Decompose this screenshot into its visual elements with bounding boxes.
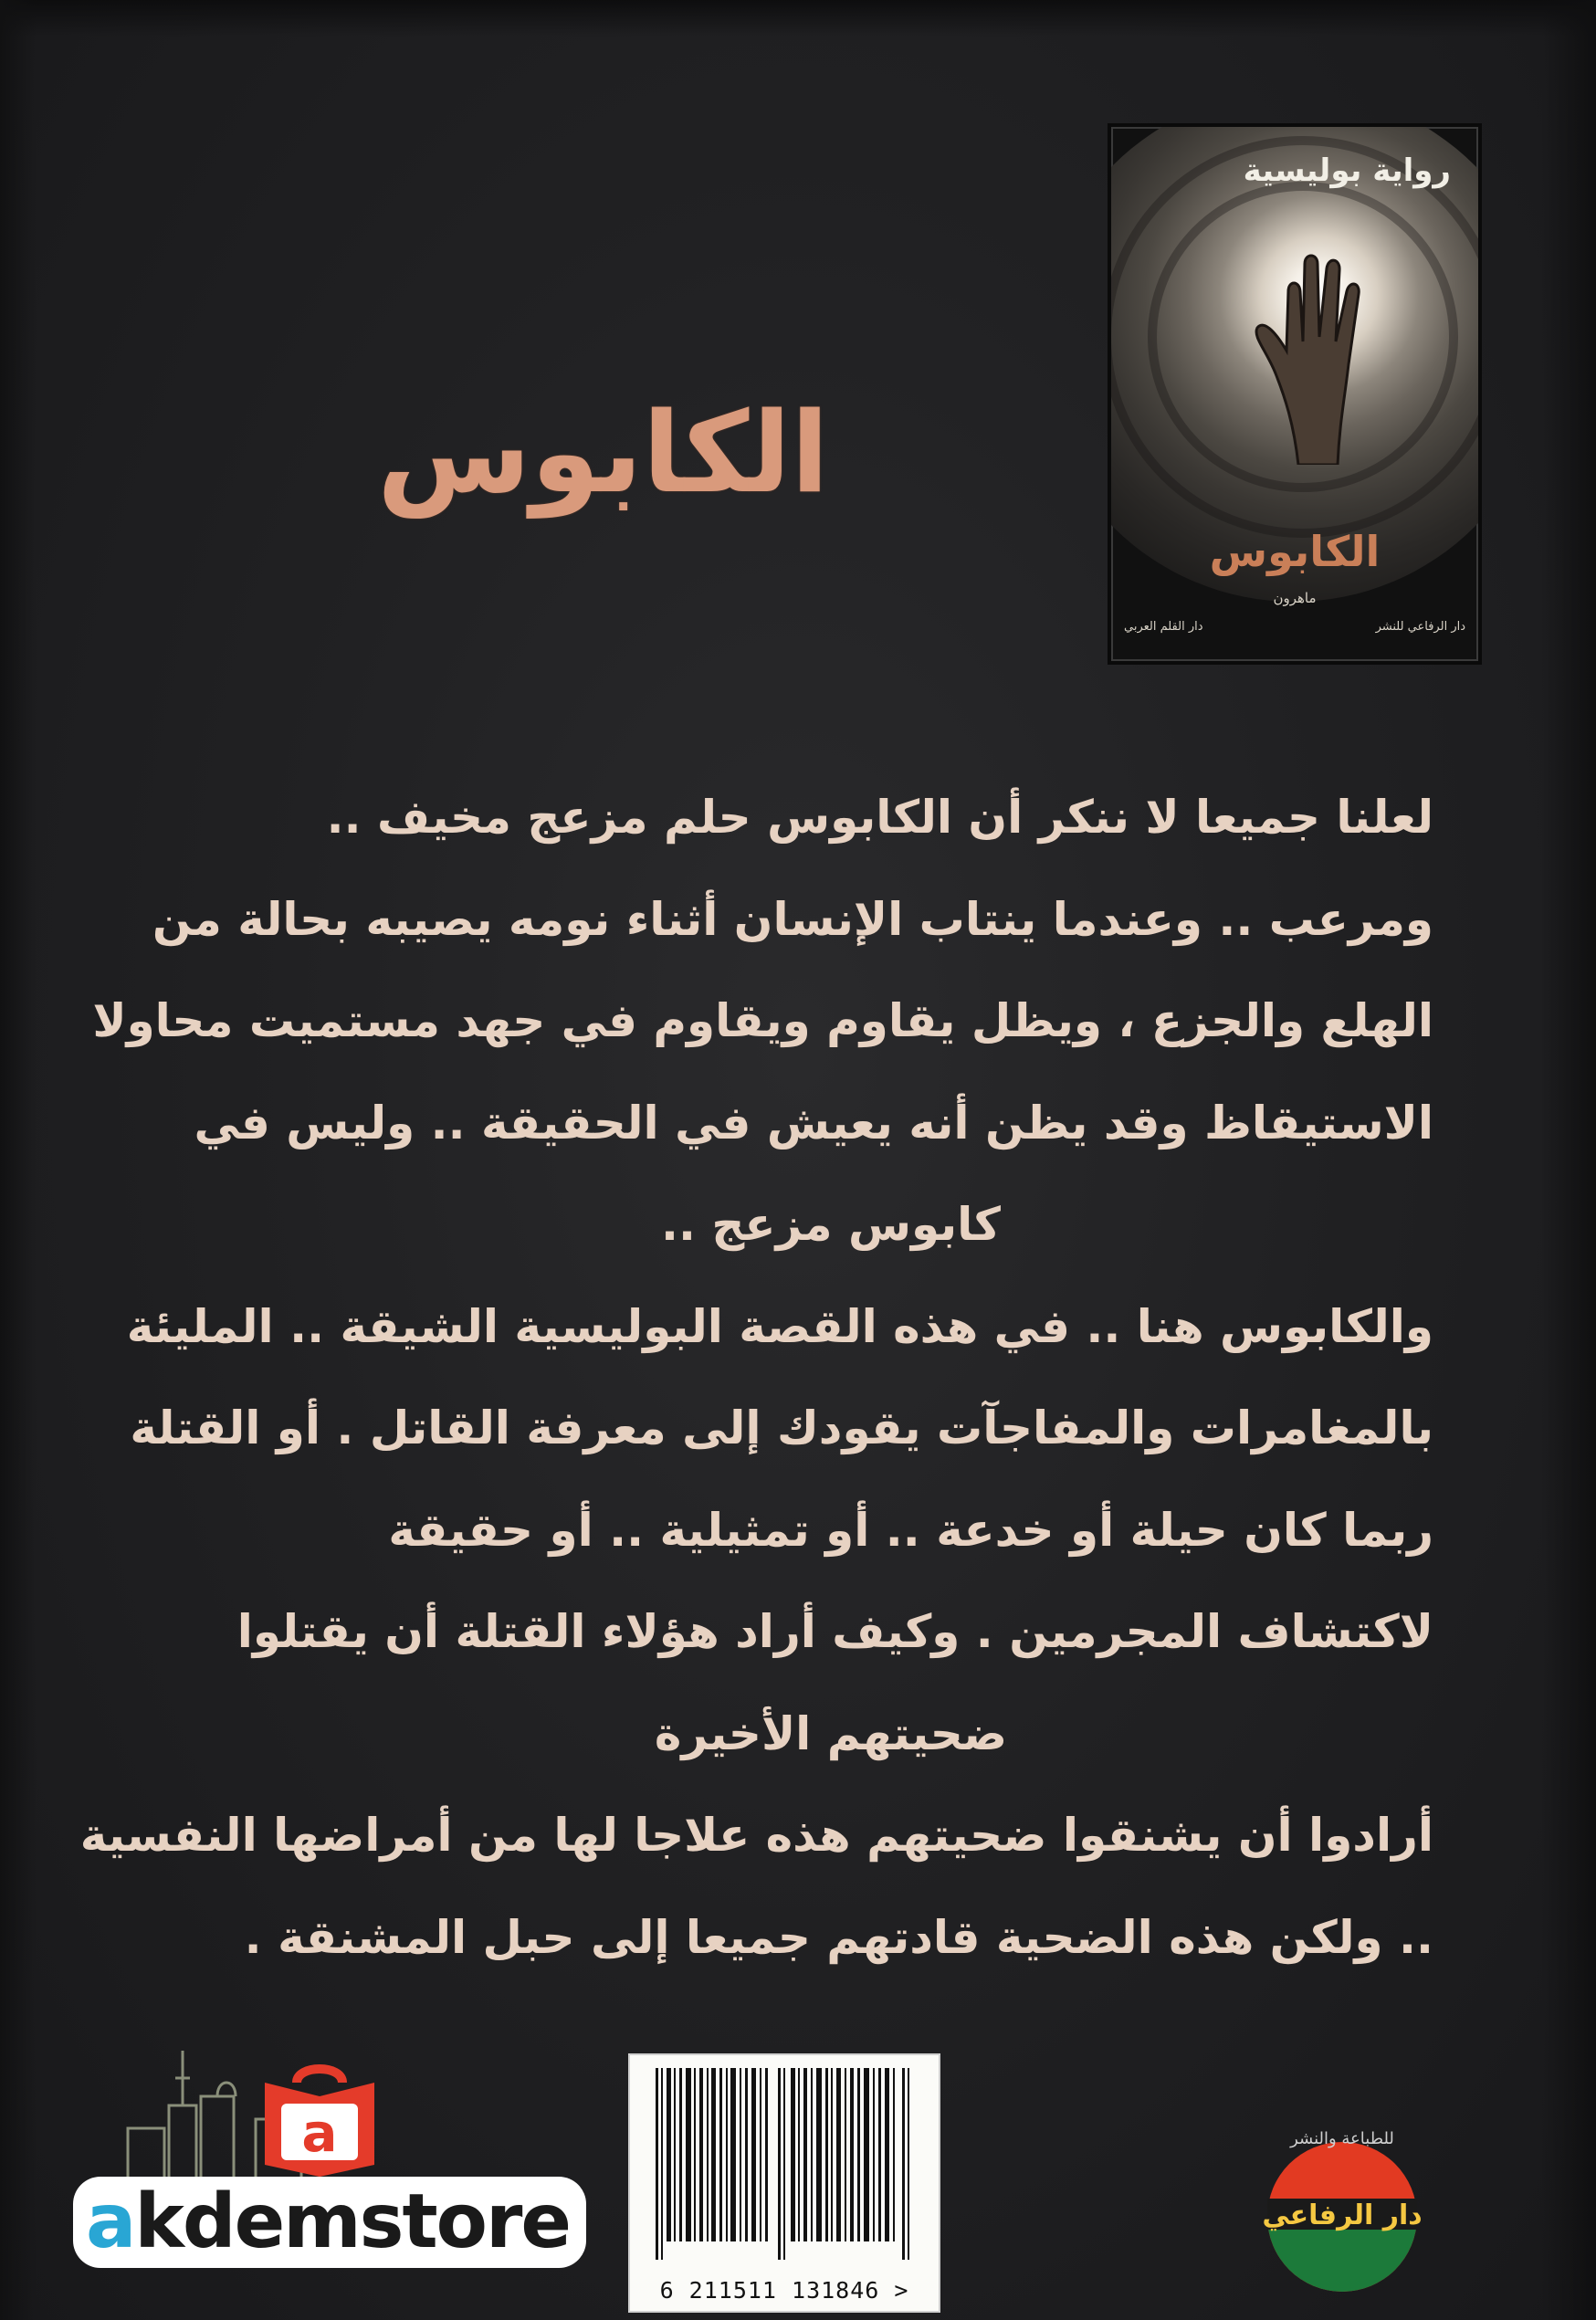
store-name-rest: kdemstore — [134, 2178, 571, 2265]
store-logo — [73, 2042, 571, 2279]
thumbnail-publisher-right: دار الرفاعي للنشر — [1375, 620, 1465, 634]
svg-text:a: a — [301, 2102, 338, 2164]
barcode — [628, 2053, 940, 2313]
blurb-line: والكابوس هنا .. في هذه القصة البوليسية الشيقة .. المليئة — [126, 1299, 1433, 1353]
cover-edge-right — [1541, 0, 1596, 2320]
blurb-line: ومرعب .. وعندما ينتاب الإنسان أثناء نومه يصيبه بحالة من — [152, 892, 1433, 946]
blurb-line: ربما كان حيلة أو خدعة .. أو تمثيلية .. أو حقيقة — [388, 1503, 1433, 1557]
blurb-line: لاكتشاف المجرمين . وكيف أراد هؤلاء القتلة أن يقتلوا — [236, 1605, 1433, 1658]
store-name-prefix: a — [86, 2178, 135, 2265]
store-name — [73, 2177, 586, 2268]
hand-icon — [1248, 227, 1394, 465]
thumbnail-author: ماهرون — [1273, 590, 1317, 606]
blurb-line: الهلع والجزع ، ويظل يقاوم ويقاوم في جهد مستميت محاولا — [92, 994, 1433, 1047]
cover-edge-top — [0, 0, 1596, 37]
publisher-logo-subtext: للطباعة والنشر — [1290, 2129, 1394, 2148]
blurb-text — [79, 767, 1433, 1989]
barcode-number: 6 211511 131846 > — [659, 2277, 909, 2304]
book-title: الكابوس — [376, 388, 829, 518]
publisher-logo-text: دار الرفاعي — [1262, 2199, 1423, 2231]
blurb-line: .. ولكن هذه الضحية قادتهم جميعا إلى حبل المشنقة . — [244, 1910, 1433, 1964]
thumbnail-publisher-left: دار القلم العربي — [1124, 620, 1203, 634]
blurb-line: كابوس مزعج .. — [660, 1198, 1002, 1251]
publisher-logo — [1251, 2043, 1433, 2299]
thumbnail-genre-label: رواية بوليسية — [1243, 152, 1451, 189]
blurb-line: ضحيتهم الأخيرة — [654, 1706, 1008, 1760]
thumbnail-title: الكابوس — [1209, 527, 1381, 576]
front-cover-thumbnail — [1108, 123, 1482, 665]
blurb-line: لعلنا جميعا لا ننكر أن الكابوس حلم مزعج مخيف .. — [326, 791, 1433, 844]
barcode-bars — [643, 2068, 926, 2260]
blurb-line: الاستيقاظ وقد يظن أنه يعيش في الحقيقة .. وليس في — [194, 1096, 1433, 1150]
blurb-line: بالمغامرات والمفاجآت يقودك إلى معرفة القاتل . أو القتلة — [130, 1401, 1433, 1454]
book-icon — [256, 2060, 383, 2178]
cover-edge-left — [0, 0, 37, 2320]
blurb-line: أرادوا أن يشنقوا ضحيتهم هذه علاجا لها من أمراضها النفسية — [79, 1809, 1433, 1862]
